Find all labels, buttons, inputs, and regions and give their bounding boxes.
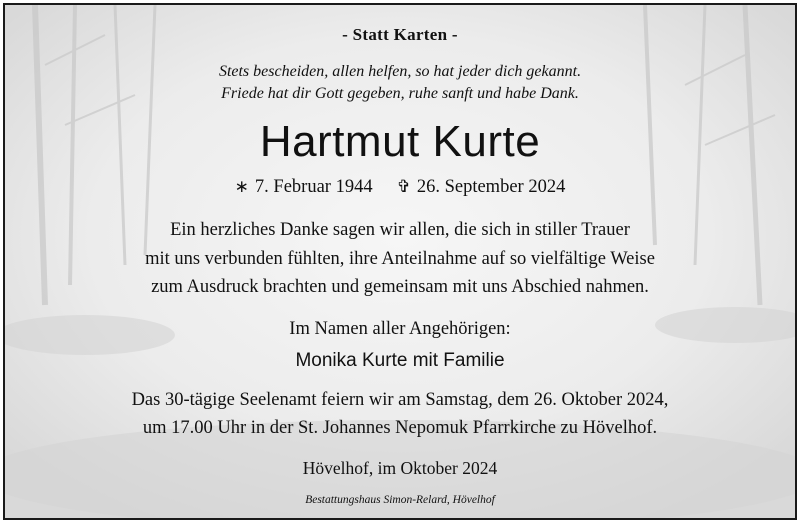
- thanks-line-1: Ein herzliches Danke sagen wir allen, die sich in stiller Trauer: [170, 220, 630, 240]
- service-line-2: um 17.00 Uhr in der St. Johannes Nepomuk Pfarrkirche zu Hövelhof.: [142, 418, 658, 438]
- on-behalf-line: Im Namen aller Angehörigen:: [289, 319, 511, 339]
- family-name: Monika Kurte mit Familie: [295, 350, 505, 371]
- death-date: 26. September 2024: [416, 177, 566, 197]
- verse-line-2: Friede hat dir Gott gegeben, ruhe sanft und habe Dank.: [221, 85, 579, 102]
- notice-content: [5, 5, 795, 518]
- deceased-name: Hartmut Kurte: [259, 117, 541, 166]
- service-line-1: Das 30-tägige Seelenamt feiern wir am Samstag, dem 26. Oktober 2024,: [131, 390, 669, 410]
- birth-date: 7. Februar 1944: [254, 177, 373, 197]
- birth-star-icon: ∗: [234, 177, 249, 196]
- thanks-line-2: mit uns verbunden fühlten, ihre Anteilnahme auf so vielfältige Weise: [145, 249, 655, 269]
- death-cross-icon: ✞: [396, 177, 411, 196]
- obituary-notice: [3, 3, 797, 520]
- undertaker-credit: Bestattungshaus Simon-Relard, Hövelhof: [305, 494, 495, 506]
- place-date: Hövelhof, im Oktober 2024: [302, 458, 498, 478]
- thanks-line-3: zum Ausdruck brachten und gemeinsam mit uns Abschied nahmen.: [151, 277, 649, 297]
- life-dates: [5, 177, 795, 198]
- verse-line-1: Stets bescheiden, allen helfen, so hat jeder dich gekannt.: [218, 63, 582, 80]
- notice-header: - Statt Karten -: [342, 25, 458, 44]
